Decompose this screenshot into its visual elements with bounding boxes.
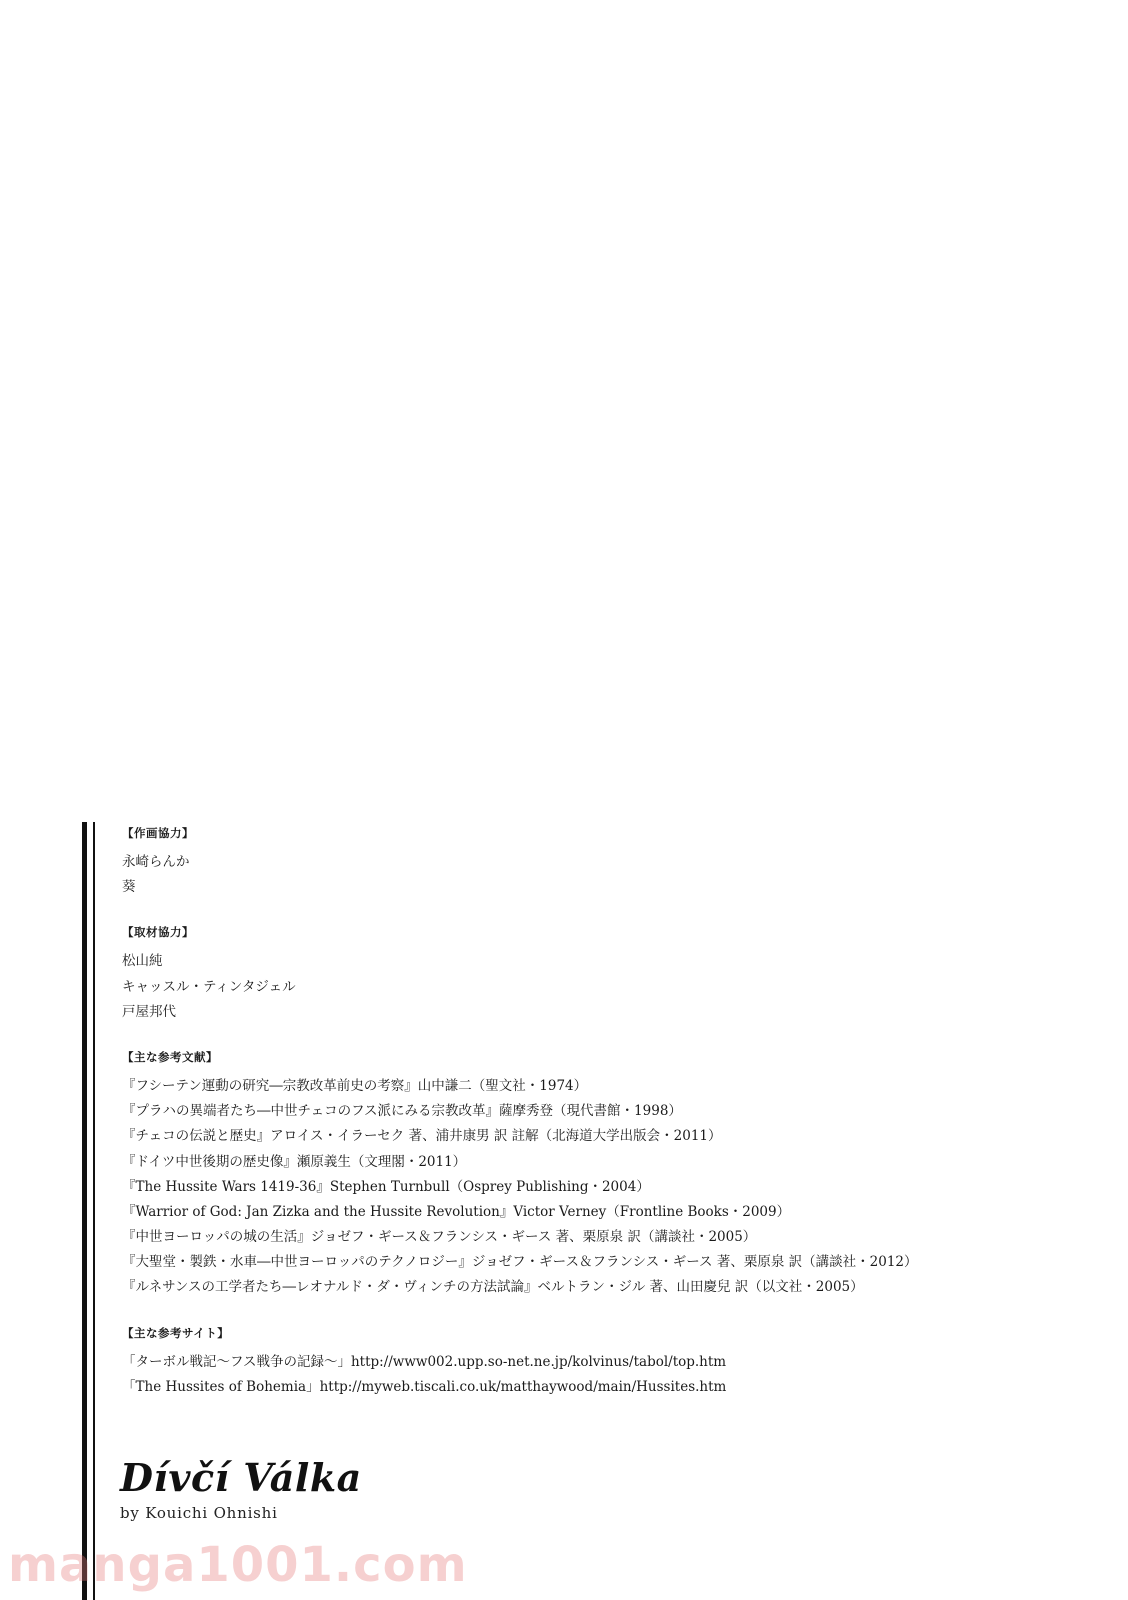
credit-name: 葵 bbox=[122, 879, 136, 896]
watermark: manga1001.com bbox=[8, 1537, 468, 1593]
reference-item: 『中世ヨーロッパの城の生活』ジョゼフ・ギース＆フランシス・ギース 著、栗原泉 訳（講談社・2005） bbox=[122, 1229, 757, 1246]
left-margin-rule-thin bbox=[93, 822, 95, 1600]
research-cooperation-heading: 【取材協力】 bbox=[122, 925, 194, 940]
site-item: 「ターボル戦記～フス戦争の記録～」http://www002.upp.so-net.ne.jp/kolvinus/tabol/top.htm bbox=[122, 1353, 727, 1370]
site-item: 「The Hussites of Bohemia」http://myweb.tiscali.co.uk/matthaywood/main/Hussites.htm bbox=[122, 1378, 727, 1395]
credits-content bbox=[122, 824, 1082, 1423]
reference-item: 『ドイツ中世後期の歴史像』瀬原義生（文理閣・2011） bbox=[122, 1153, 467, 1170]
reference-item: 『ルネサンスの工学者たち―レオナルド・ダ・ヴィンチの方法試論』ベルトラン・ジル 著、山田慶兒 訳（以文社・2005） bbox=[122, 1279, 864, 1296]
references-heading: 【主な参考文献】 bbox=[122, 1049, 218, 1064]
reference-item: 『チェコの伝説と歴史』アロイス・イラーセク 著、浦井康男 訳 註解（北海道大学出版会・2011） bbox=[122, 1128, 722, 1145]
reference-item: 『フシーテン運動の研究―宗教改革前史の考察』山中謙二（聖文社・1974） bbox=[122, 1077, 588, 1094]
series-title: Dívčí Válka bbox=[120, 1455, 362, 1500]
reference-item: 『大聖堂・製鉄・水車―中世ヨーロッパのテクノロジー』ジョゼフ・ギース＆フランシス・ギース 著、栗原泉 訳（講談社・2012） bbox=[122, 1254, 918, 1271]
reference-item: 『プラハの異端者たち―中世チェコのフス派にみる宗教改革』薩摩秀登（現代書館・1998） bbox=[122, 1103, 682, 1120]
credit-name: 戸屋邦代 bbox=[122, 1003, 176, 1020]
research-cooperation-section bbox=[122, 923, 1082, 1025]
reference-item: 『Warrior of God: Jan Zizka and the Hussite Revolution』Victor Verney（Frontline Books・2009） bbox=[122, 1203, 791, 1220]
left-margin-rule-thick bbox=[82, 822, 87, 1600]
author-byline: by Kouichi Ohnishi bbox=[120, 1504, 278, 1522]
title-block bbox=[120, 1455, 362, 1523]
credit-name: 松山純 bbox=[122, 953, 163, 970]
reference-item: 『The Hussite Wars 1419-36』Stephen Turnbull（Osprey Publishing・2004） bbox=[122, 1178, 650, 1195]
references-section bbox=[122, 1048, 1082, 1301]
sites-heading: 【主な参考サイト】 bbox=[122, 1325, 230, 1340]
sites-section bbox=[122, 1324, 1082, 1400]
drawing-cooperation-section bbox=[122, 824, 1082, 900]
drawing-cooperation-heading: 【作画協力】 bbox=[122, 826, 194, 840]
credit-name: キャッスル・ティンタジェル bbox=[122, 978, 296, 995]
credit-name: 永崎らんか bbox=[122, 854, 190, 870]
